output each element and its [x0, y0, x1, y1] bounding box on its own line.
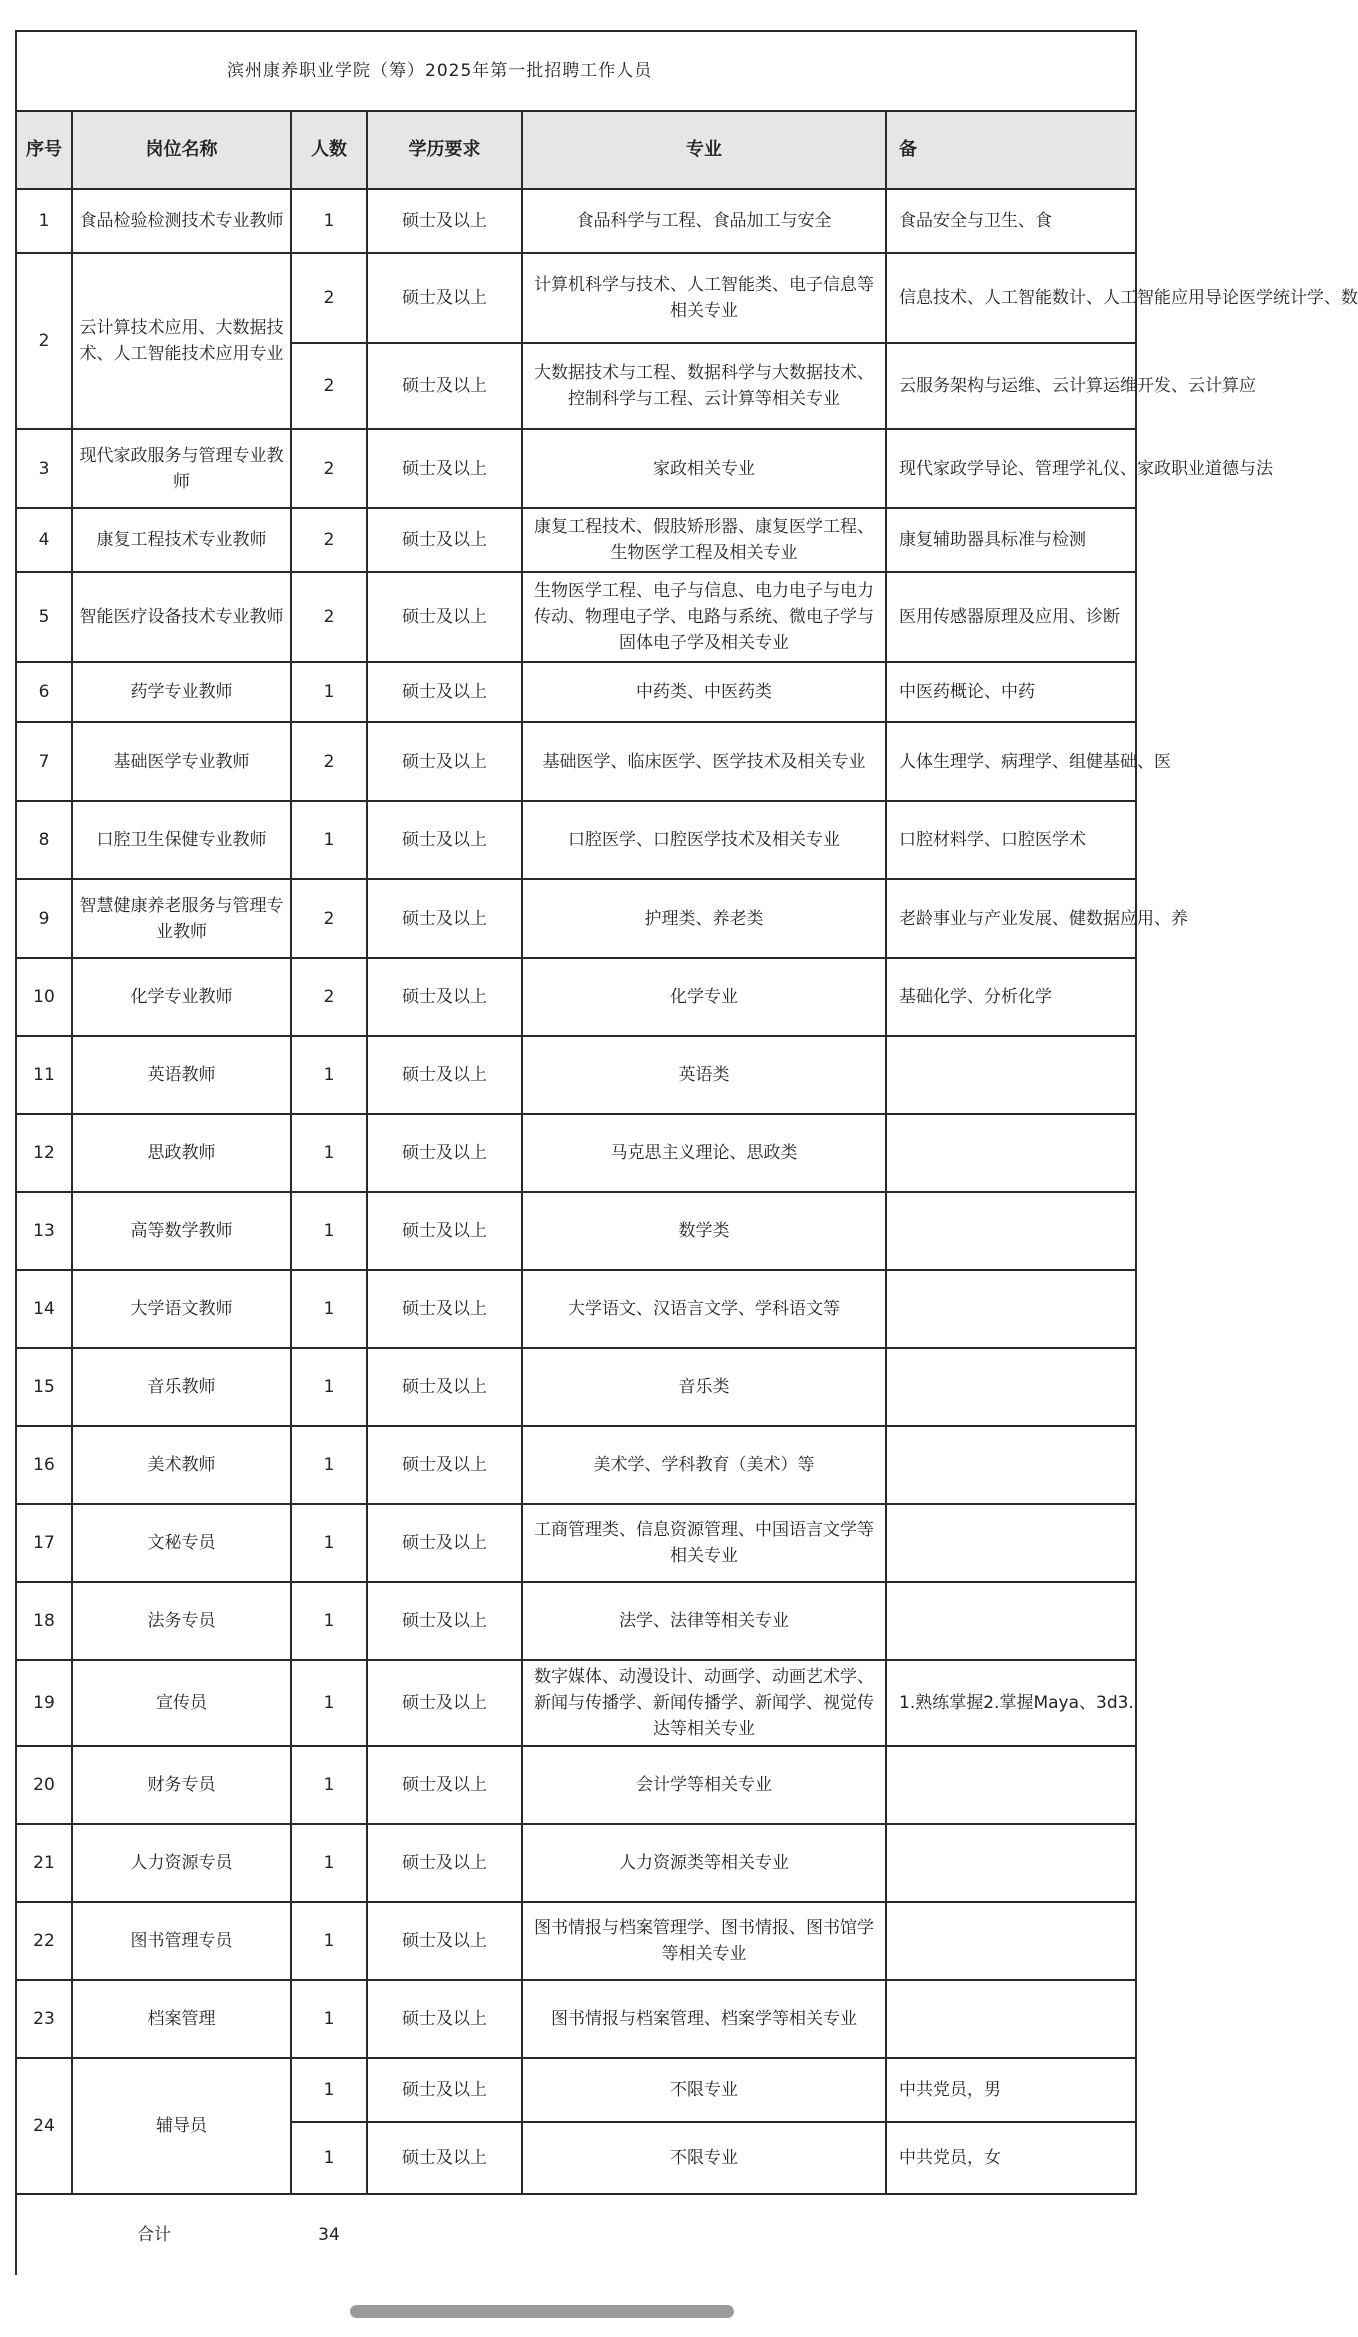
cell-seq: 9 [16, 879, 72, 958]
recruitment-table [15, 30, 1358, 2275]
cell-notes [886, 1746, 1136, 1824]
cell-count: 2 [291, 343, 367, 429]
table-row [16, 1504, 1136, 1582]
cell-notes [886, 1192, 1136, 1270]
cell-notes: 口腔材料学、口腔医学术 [886, 801, 1136, 879]
cell-count: 2 [291, 429, 367, 508]
total-label: 合计 [137, 2225, 171, 2245]
cell-education: 硕士及以上 [367, 1270, 522, 1348]
cell-count: 1 [291, 1036, 367, 1114]
cell-count: 2 [291, 722, 367, 801]
cell-major: 法学、法律等相关专业 [522, 1582, 886, 1660]
cell-seq: 10 [16, 958, 72, 1036]
title-row [16, 31, 1136, 111]
cell-position: 口腔卫生保健专业教师 [72, 801, 291, 879]
cell-major: 化学专业 [522, 958, 886, 1036]
cell-major: 工商管理类、信息资源管理、中国语言文学等相关专业 [522, 1504, 886, 1582]
cell-education: 硕士及以上 [367, 343, 522, 429]
cell-education: 硕士及以上 [367, 1824, 522, 1902]
cell-notes [886, 1114, 1136, 1192]
table-row [16, 879, 1136, 958]
cell-position: 辅导员 [72, 2058, 291, 2194]
cell-education: 硕士及以上 [367, 1504, 522, 1582]
cell-notes [886, 1902, 1136, 1980]
cell-count: 2 [291, 958, 367, 1036]
cell-notes: 中医药概论、中药 [886, 662, 1136, 722]
cell-notes [886, 1824, 1136, 1902]
cell-position: 美术教师 [72, 1426, 291, 1504]
cell-education: 硕士及以上 [367, 1980, 522, 2058]
cell-position: 英语教师 [72, 1036, 291, 1114]
cell-notes: 中共党员，男 [886, 2058, 1136, 2122]
cell-notes [886, 1348, 1136, 1426]
cell-count: 1 [291, 1114, 367, 1192]
cell-education: 硕士及以上 [367, 508, 522, 572]
total-row [16, 2194, 1136, 2275]
cell-position: 基础医学专业教师 [72, 722, 291, 801]
cell-position: 思政教师 [72, 1114, 291, 1192]
header-notes: 备 [886, 111, 1136, 189]
table-row [16, 1270, 1136, 1348]
cell-major: 图书情报与档案管理学、图书情报、图书馆学等相关专业 [522, 1902, 886, 1980]
cell-notes [886, 1582, 1136, 1660]
cell-major: 大学语文、汉语言文学、学科语文等 [522, 1270, 886, 1348]
cell-count: 2 [291, 879, 367, 958]
table-row [16, 1582, 1136, 1660]
cell-major: 美术学、学科教育（美术）等 [522, 1426, 886, 1504]
cell-position: 云计算技术应用、大数据技术、人工智能技术应用专业 [72, 253, 291, 429]
table-row [16, 508, 1136, 572]
cell-major: 不限专业 [522, 2058, 886, 2122]
cell-education: 硕士及以上 [367, 1902, 522, 1980]
cell-notes: 现代家政学导论、管理学礼仪、家政职业道德与法 [886, 429, 1136, 508]
cell-education: 硕士及以上 [367, 801, 522, 879]
cell-position: 财务专员 [72, 1746, 291, 1824]
cell-count: 1 [291, 1426, 367, 1504]
cell-count: 1 [291, 189, 367, 253]
cell-notes: 医用传感器原理及应用、诊断 [886, 572, 1136, 662]
cell-seq: 1 [16, 189, 72, 253]
cell-position: 智慧健康养老服务与管理专业教师 [72, 879, 291, 958]
cell-major: 中药类、中医药类 [522, 662, 886, 722]
cell-education: 硕士及以上 [367, 1348, 522, 1426]
cell-major: 口腔医学、口腔医学技术及相关专业 [522, 801, 886, 879]
table-row [16, 2058, 1136, 2122]
cell-count: 1 [291, 1270, 367, 1348]
cell-count: 1 [291, 1660, 367, 1746]
cell-notes: 老龄事业与产业发展、健数据应用、养 [886, 879, 1136, 958]
table-row [16, 1660, 1136, 1746]
total-value: 34 [318, 2225, 340, 2245]
table-row [16, 1746, 1136, 1824]
cell-count: 1 [291, 1504, 367, 1582]
cell-seq: 8 [16, 801, 72, 879]
cell-major: 不限专业 [522, 2122, 886, 2194]
cell-education: 硕士及以上 [367, 1582, 522, 1660]
cell-education: 硕士及以上 [367, 572, 522, 662]
cell-seq: 24 [16, 2058, 72, 2194]
cell-notes: 云服务架构与运维、云计算运维开发、云计算应 [886, 343, 1136, 429]
table-row [16, 253, 1136, 343]
cell-education: 硕士及以上 [367, 1114, 522, 1192]
cell-education: 硕士及以上 [367, 1426, 522, 1504]
cell-education: 硕士及以上 [367, 1192, 522, 1270]
cell-seq: 15 [16, 1348, 72, 1426]
cell-education: 硕士及以上 [367, 429, 522, 508]
cell-major: 人力资源类等相关专业 [522, 1824, 886, 1902]
cell-major: 基础医学、临床医学、医学技术及相关专业 [522, 722, 886, 801]
cell-seq: 21 [16, 1824, 72, 1902]
cell-position: 化学专业教师 [72, 958, 291, 1036]
cell-seq: 4 [16, 508, 72, 572]
cell-count: 2 [291, 572, 367, 662]
horizontal-scrollbar[interactable] [350, 2305, 734, 2318]
table-row [16, 189, 1136, 253]
header-position: 岗位名称 [72, 111, 291, 189]
cell-count: 1 [291, 662, 367, 722]
cell-seq: 13 [16, 1192, 72, 1270]
cell-education: 硕士及以上 [367, 722, 522, 801]
cell-major: 护理类、养老类 [522, 879, 886, 958]
cell-education: 硕士及以上 [367, 253, 522, 343]
header-seq: 序号 [16, 111, 72, 189]
cell-education: 硕士及以上 [367, 2122, 522, 2194]
cell-major: 康复工程技术、假肢矫形器、康复医学工程、生物医学工程及相关专业 [522, 508, 886, 572]
cell-education: 硕士及以上 [367, 1660, 522, 1746]
cell-seq: 12 [16, 1114, 72, 1192]
cell-major: 家政相关专业 [522, 429, 886, 508]
header-major: 专业 [522, 111, 886, 189]
table-row [16, 662, 1136, 722]
cell-notes: 基础化学、分析化学 [886, 958, 1136, 1036]
cell-count: 1 [291, 801, 367, 879]
cell-seq: 18 [16, 1582, 72, 1660]
table-title: 滨州康养职业学院（筹）2025年第一批招聘工作人员 [16, 31, 1136, 111]
cell-position: 宣传员 [72, 1660, 291, 1746]
cell-seq: 5 [16, 572, 72, 662]
cell-education: 硕士及以上 [367, 662, 522, 722]
cell-seq: 23 [16, 1980, 72, 2058]
cell-notes [886, 1270, 1136, 1348]
cell-position: 法务专员 [72, 1582, 291, 1660]
table-row [16, 1824, 1136, 1902]
cell-seq: 11 [16, 1036, 72, 1114]
cell-count: 1 [291, 1746, 367, 1824]
header-education: 学历要求 [367, 111, 522, 189]
cell-major: 大数据技术与工程、数据科学与大数据技术、控制科学与工程、云计算等相关专业 [522, 343, 886, 429]
cell-notes: 信息技术、人工智能数计、人工智能应用导论医学统计学、数 [886, 253, 1136, 343]
cell-notes: 人体生理学、病理学、组健基础、医 [886, 722, 1136, 801]
cell-position: 康复工程技术专业教师 [72, 508, 291, 572]
cell-major: 数学类 [522, 1192, 886, 1270]
cell-education: 硕士及以上 [367, 879, 522, 958]
cell-major: 生物医学工程、电子与信息、电力电子与电力传动、物理电子学、电路与系统、微电子学与固体电子学及相关专业 [522, 572, 886, 662]
table-row [16, 958, 1136, 1036]
cell-notes [886, 1426, 1136, 1504]
cell-notes [886, 1504, 1136, 1582]
cell-education: 硕士及以上 [367, 1036, 522, 1114]
cell-count: 1 [291, 2122, 367, 2194]
cell-position: 现代家政服务与管理专业教师 [72, 429, 291, 508]
cell-education: 硕士及以上 [367, 958, 522, 1036]
cell-seq: 2 [16, 253, 72, 429]
table-row [16, 1348, 1136, 1426]
cell-position: 药学专业教师 [72, 662, 291, 722]
cell-position: 智能医疗设备技术专业教师 [72, 572, 291, 662]
cell-education: 硕士及以上 [367, 1746, 522, 1824]
table-row [16, 801, 1136, 879]
table-row [16, 429, 1136, 508]
header-count: 人数 [291, 111, 367, 189]
cell-count: 1 [291, 1582, 367, 1660]
table-row [16, 1980, 1136, 2058]
cell-major: 数字媒体、动漫设计、动画学、动画艺术学、新闻与传播学、新闻传播学、新闻学、视觉传达等相关专业 [522, 1660, 886, 1746]
cell-major: 图书情报与档案管理、档案学等相关专业 [522, 1980, 886, 2058]
cell-major: 会计学等相关专业 [522, 1746, 886, 1824]
cell-seq: 19 [16, 1660, 72, 1746]
table-row [16, 1426, 1136, 1504]
cell-major: 英语类 [522, 1036, 886, 1114]
cell-notes [886, 1036, 1136, 1114]
cell-major: 食品科学与工程、食品加工与安全 [522, 189, 886, 253]
cell-seq: 16 [16, 1426, 72, 1504]
table-row [16, 572, 1136, 662]
table-row [16, 1036, 1136, 1114]
cell-count: 2 [291, 508, 367, 572]
cell-position: 大学语文教师 [72, 1270, 291, 1348]
cell-position: 食品检验检测技术专业教师 [72, 189, 291, 253]
cell-seq: 17 [16, 1504, 72, 1582]
cell-major: 马克思主义理论、思政类 [522, 1114, 886, 1192]
cell-education: 硕士及以上 [367, 2058, 522, 2122]
cell-seq: 6 [16, 662, 72, 722]
cell-seq: 3 [16, 429, 72, 508]
cell-notes: 中共党员，女 [886, 2122, 1136, 2194]
cell-count: 1 [291, 2058, 367, 2122]
cell-position: 档案管理 [72, 1980, 291, 2058]
cell-education: 硕士及以上 [367, 189, 522, 253]
cell-seq: 22 [16, 1902, 72, 1980]
cell-major: 音乐类 [522, 1348, 886, 1426]
cell-position: 音乐教师 [72, 1348, 291, 1426]
cell-count: 1 [291, 1348, 367, 1426]
header-row [16, 111, 1136, 189]
cell-seq: 7 [16, 722, 72, 801]
cell-count: 1 [291, 1902, 367, 1980]
empty-cell [367, 2194, 522, 2275]
cell-count: 2 [291, 253, 367, 343]
cell-notes: 食品安全与卫生、食 [886, 189, 1136, 253]
empty-cell [522, 2194, 886, 2275]
cell-seq: 20 [16, 1746, 72, 1824]
table-row [16, 1902, 1136, 1980]
empty-cell [886, 2194, 1136, 2275]
cell-notes [886, 1980, 1136, 2058]
cell-position: 文秘专员 [72, 1504, 291, 1582]
cell-position: 人力资源专员 [72, 1824, 291, 1902]
cell-count: 1 [291, 1192, 367, 1270]
cell-notes: 1.熟练掌握2.掌握Maya、3d3. [886, 1660, 1136, 1746]
cell-count: 1 [291, 1980, 367, 2058]
table-row [16, 1114, 1136, 1192]
table-row [16, 722, 1136, 801]
cell-major: 计算机科学与技术、人工智能类、电子信息等相关专业 [522, 253, 886, 343]
cell-notes: 康复辅助器具标准与检测 [886, 508, 1136, 572]
cell-seq: 14 [16, 1270, 72, 1348]
cell-count: 1 [291, 1824, 367, 1902]
cell-position: 图书管理专员 [72, 1902, 291, 1980]
table-row [16, 1192, 1136, 1270]
cell-position: 高等数学教师 [72, 1192, 291, 1270]
